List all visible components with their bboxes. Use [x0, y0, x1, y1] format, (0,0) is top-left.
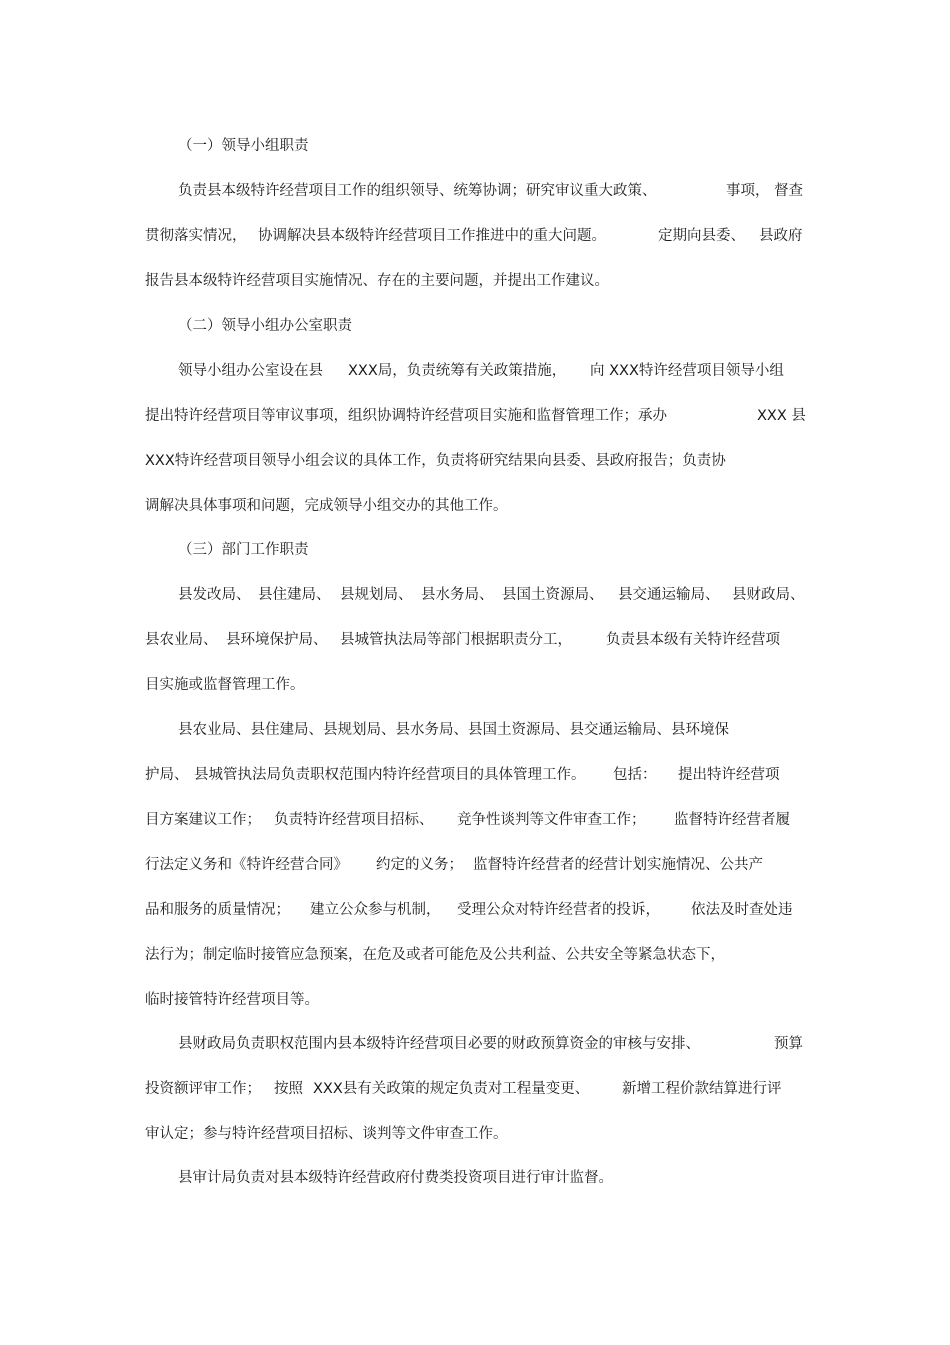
heading-leadership-group-duties	[0, 134, 950, 158]
text-segment: XXX特许经营项目领导小组会议的具体工作，负责将研究结果向县委、县政府报告；负责协	[145, 453, 726, 469]
text-segment: 县规划局、	[340, 587, 413, 603]
text-segment: 负责县本级有关特许经营项	[606, 632, 780, 648]
paragraph-line	[0, 1077, 950, 1101]
paragraph-line	[0, 763, 950, 787]
text-segment: 领导小组办公室设在县	[178, 363, 323, 379]
text-segment: 县水务局、	[421, 587, 494, 603]
text-segment: 投资额评审工作；	[145, 1081, 261, 1097]
text-segment: 建立公众参与机制，	[310, 902, 441, 918]
text-segment: 目实施或监督管理工作。	[145, 677, 305, 693]
text-segment: 县财政局负责职权范围内县本级特许经营项目必要的财政预算资金的审核与安排、	[178, 1036, 700, 1052]
text-segment: XXX 县	[757, 408, 806, 424]
paragraph-line	[0, 449, 950, 473]
paragraph-line	[0, 224, 950, 248]
text-segment: 包括：	[613, 767, 657, 783]
text-segment: 预算	[774, 1036, 803, 1052]
text-segment: 县城管执法局负责职权范围内特许经营项目的具体管理工作。	[194, 767, 586, 783]
text-segment: 品和服务的质量情况；	[145, 902, 290, 918]
paragraph-line	[0, 898, 950, 922]
text-segment: 县农业局、	[145, 632, 218, 648]
paragraph-line	[0, 1166, 950, 1190]
text-segment: 受理公众对特许经营者的投诉，	[457, 902, 660, 918]
text-segment: 护局、	[145, 767, 189, 783]
paragraph-line	[0, 1122, 950, 1146]
paragraph-line	[0, 583, 950, 607]
paragraph-line	[0, 943, 950, 967]
text-segment: 县交通运输局、	[618, 587, 720, 603]
text-segment: 提出特许经营项	[678, 767, 780, 783]
heading-department-duties	[0, 538, 950, 562]
text-segment: 依法及时查处违	[691, 902, 793, 918]
text-segment: 县审计局负责对县本级特许经营政府付费类投资项目进行审计监督。	[178, 1170, 613, 1186]
text-segment: （二）领导小组办公室职责	[178, 318, 352, 334]
text-segment: （一）领导小组职责	[178, 138, 309, 154]
paragraph-line	[0, 494, 950, 518]
text-segment: 目方案建议工作；	[145, 812, 261, 828]
paragraph-line	[0, 1032, 950, 1056]
text-segment: 向 XXX特许经营项目领导小组	[590, 363, 784, 379]
paragraph-line	[0, 808, 950, 832]
heading-office-duties	[0, 314, 950, 338]
paragraph-line	[0, 404, 950, 428]
text-segment: 县国土资源局、	[502, 587, 604, 603]
text-segment: 监督特许经营者的经营计划实施情况、公共产	[473, 857, 763, 873]
text-segment: 督查	[774, 183, 803, 199]
text-segment: 县环境保护局、	[226, 632, 328, 648]
text-segment: 定期向县委、	[658, 228, 745, 244]
text-segment: 调解决具体事项和问题，完成领导小组交办的其他工作。	[145, 498, 508, 514]
text-segment: 临时接管特许经营项目等。	[145, 992, 319, 1008]
text-segment: 贯彻落实情况，	[145, 228, 247, 244]
text-segment: 新增工程价款结算进行评	[622, 1081, 782, 1097]
text-segment: 县政府	[759, 228, 803, 244]
text-segment: 按照	[274, 1081, 303, 1097]
text-segment: 监督特许经营者履	[674, 812, 790, 828]
text-segment: 县农业局、县住建局、县规划局、县水务局、县国土资源局、县交通运输局、县环境保	[178, 722, 729, 738]
text-segment: XXX局，负责统筹有关政策措施，	[348, 363, 567, 379]
paragraph-line	[0, 628, 950, 652]
paragraph-line	[0, 269, 950, 293]
text-segment: 负责县本级特许经营项目工作的组织领导、统筹协调；研究审议重大政策、	[178, 183, 657, 199]
paragraph-line	[0, 673, 950, 697]
text-segment: （三）部门工作职责	[178, 542, 309, 558]
paragraph-line	[0, 853, 950, 877]
text-segment: 行法定义务和《特许经营合同》	[145, 857, 348, 873]
text-segment: 协调解决县本级特许经营项目工作推进中的重大问题。	[258, 228, 606, 244]
text-segment: 县财政局、	[732, 587, 805, 603]
text-segment: 县住建局、	[258, 587, 331, 603]
text-segment: 报告县本级特许经营项目实施情况、存在的主要问题，并提出工作建议。	[145, 273, 609, 289]
paragraph-line	[0, 359, 950, 383]
text-segment: 法行为；制定临时接管应急预案，在危及或者可能危及公共利益、公共安全等紧急状态下，	[145, 947, 725, 963]
text-segment: 竞争性谈判等文件审查工作；	[457, 812, 646, 828]
paragraph-line	[0, 718, 950, 742]
text-segment: XXX县有关政策的规定负责对工程量变更、	[313, 1081, 590, 1097]
text-segment: 县发改局、	[178, 587, 251, 603]
text-segment: 提出特许经营项目等审议事项，组织协调特许经营项目实施和监督管理工作；承办	[145, 408, 667, 424]
paragraph-line	[0, 988, 950, 1012]
text-segment: 事项，	[726, 183, 770, 199]
text-segment: 县城管执法局等部门根据职责分工，	[340, 632, 572, 648]
text-segment: 约定的义务；	[376, 857, 463, 873]
text-segment: 审认定；参与特许经营项目招标、谈判等文件审查工作。	[145, 1126, 508, 1142]
text-segment: 负责特许经营项目招标、	[274, 812, 434, 828]
paragraph-line	[0, 179, 950, 203]
